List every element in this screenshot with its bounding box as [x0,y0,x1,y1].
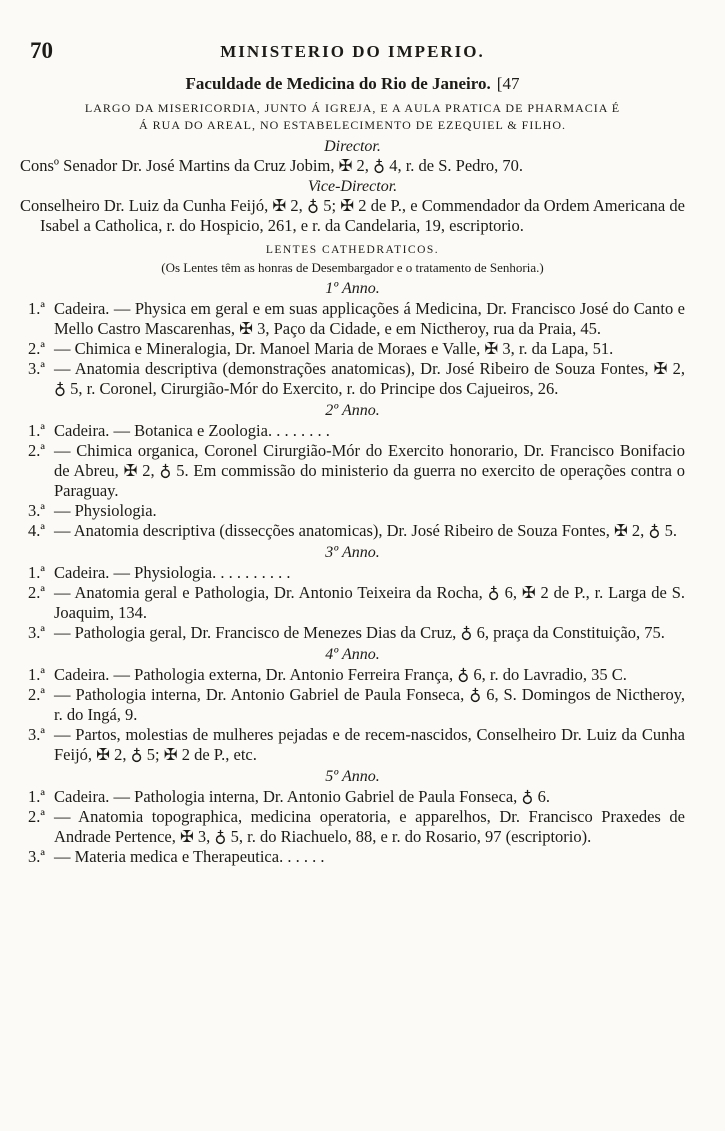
document-page [20,38,685,867]
chair-entry [28,583,685,623]
chair-entry [28,725,685,765]
chair-entry [28,847,685,867]
chair-number: 3.ª [28,847,45,866]
chair-text: Cadeira. — Botanica e Zoologia. . . . . . . . [54,421,330,440]
chair-text: — Anatomia topographica, medicina operatoria, e apparelhos, Dr. Francisco Praxedes de Andrade Pertence, ✠ 3, ♁ 5, r. do Riachuelo, 88, e r. do Rosario, 97 (escriptorio). [54,807,685,846]
chair-entry [28,339,685,359]
chair-number: 3.ª [28,623,45,642]
chair-text: — Anatomia descriptiva (dissecções anatomicas), Dr. José Ribeiro de Souza Fontes, ✠ 2, ♁ 5. [54,521,677,540]
chair-text: Cadeira. — Pathologia interna, Dr. Antonio Gabriel de Paula Fonseca, ♁ 6. [54,787,550,806]
page-header [20,38,685,72]
lentes-title: LENTES CATHEDRATICOS. [265,244,440,256]
chair-entry [28,685,685,725]
lentes-note: (Os Lentes têm as honras de Desembargador e o tratamento de Senhoria.) [161,260,544,275]
year-label: 5º Anno. [325,768,380,785]
year-section [20,544,685,643]
faculty-address [20,100,685,134]
chair-number: 2.ª [28,583,45,602]
chair-text: Cadeira. — Physiologia. . . . . . . . . . [54,563,291,582]
chair-number: 2.ª [28,807,45,826]
chair-number: 2.ª [28,685,45,704]
chair-entry [28,441,685,501]
year-section [20,646,685,765]
chair-number: 1.ª [28,421,45,440]
chair-number: 3.ª [28,359,45,378]
running-title: MINISTERIO DO IMPERIO. [220,42,485,61]
year-label: 1º Anno. [325,280,380,297]
chair-entry [28,563,685,583]
address-line-1: LARGO DA MISERICORDIA, JUNTO Á IGREJA, E A AULA PRATICA DE PHARMACIA É [84,101,621,115]
chair-entry [28,359,685,399]
chair-text: — Anatomia geral e Pathologia, Dr. Antonio Teixeira da Rocha, ♁ 6, ✠ 2 de P., r. Larga de S. Joaquim, 134. [54,583,685,622]
page-number: 70 [30,38,53,63]
chair-number: 4.ª [28,521,45,540]
chair-entry [28,521,685,541]
year-label: 3º Anno. [325,544,380,561]
year-section [20,280,685,399]
chair-entry [28,299,685,339]
faculty-entry-number: [47 [496,74,520,93]
chair-number: 1.ª [28,665,45,684]
years-list [20,280,685,867]
chair-text: — Pathologia geral, Dr. Francisco de Menezes Dias da Cruz, ♁ 6, praça da Constituição, 75. [54,623,665,642]
chair-entry [28,421,685,441]
director-entry: Consº Senador Dr. José Martins da Cruz Jobim, ✠ 2, ♁ 4, r. de S. Pedro, 70. [20,156,524,175]
chair-number: 1.ª [28,787,45,806]
chair-text: — Pathologia interna, Dr. Antonio Gabriel de Paula Fonseca, ♁ 6, S. Domingos de Nictheroy, r. do Ingá, 9. [54,685,685,724]
chair-entry [28,787,685,807]
chair-entry [28,807,685,847]
chair-number: 2.ª [28,339,45,358]
director-label: Director. [324,138,381,155]
chair-text: — Chimica organica, Coronel Cirurgião-Mór do Exercito honorario, Dr. Francisco Bonifacio de Abreu, ✠ 2, ♁ 5. Em commissão do ministerio da guerra no exercito de operações contra o Paraguay. [54,441,685,500]
year-section [20,768,685,867]
chair-number: 3.ª [28,725,45,744]
chair-number: 2.ª [28,441,45,460]
vice-director-label: Vice-Director. [307,178,398,195]
chair-number: 1.ª [28,563,45,582]
chair-text: Cadeira. — Pathologia externa, Dr. Antonio Ferreira França, ♁ 6, r. do Lavradio, 35 C. [54,665,627,684]
year-label: 2º Anno. [325,402,380,419]
chair-text: — Partos, molestias de mulheres pejadas e de recem-nascidos, Conselheiro Dr. Luiz da Cunha Feijó, ✠ 2, ♁ 5; ✠ 2 de P., etc. [54,725,685,764]
chair-number: 3.ª [28,501,45,520]
year-section [20,402,685,541]
faculty-title [20,74,685,94]
chair-text: — Anatomia descriptiva (demonstrações anatomicas), Dr. José Ribeiro de Souza Fontes, ✠ 2, ♁ 5, r. Coronel, Cirurgião-Mór do Exercito, r. do Principe dos Cajueiros, 26. [54,359,685,398]
address-line-2: Á RUA DO AREAL, NO ESTABELECIMENTO DE EZEQUIEL & FILHO. [138,118,566,132]
chair-entry [28,665,685,685]
chair-entry [28,623,685,643]
chair-text: — Physiologia. [54,501,157,520]
vice-director-entry: Conselheiro Dr. Luiz da Cunha Feijó, ✠ 2, ♁ 5; ✠ 2 de P., e Commendador da Ordem Americana de Isabel a Catholica, r. do Hospicio, 261, e r. da Candelaria, 19, escriptorio. [20,196,685,235]
faculty-name: Faculdade de Medicina do Rio de Janeiro. [185,74,491,93]
chair-number: 1.ª [28,299,45,318]
chair-text: — Materia medica e Therapeutica. . . . . . [54,847,325,866]
chair-text: — Chimica e Mineralogia, Dr. Manoel Maria de Moraes e Valle, ✠ 3, r. da Lapa, 51. [54,339,614,358]
chair-entry [28,501,685,521]
chair-text: Cadeira. — Physica em geral e em suas applicações á Medicina, Dr. Francisco José do Canto e Mello Castro Mascarenhas, ✠ 3, Paço da Cidade, e em Nictheroy, rua da Praia, 45. [54,299,685,338]
year-label: 4º Anno. [325,646,380,663]
